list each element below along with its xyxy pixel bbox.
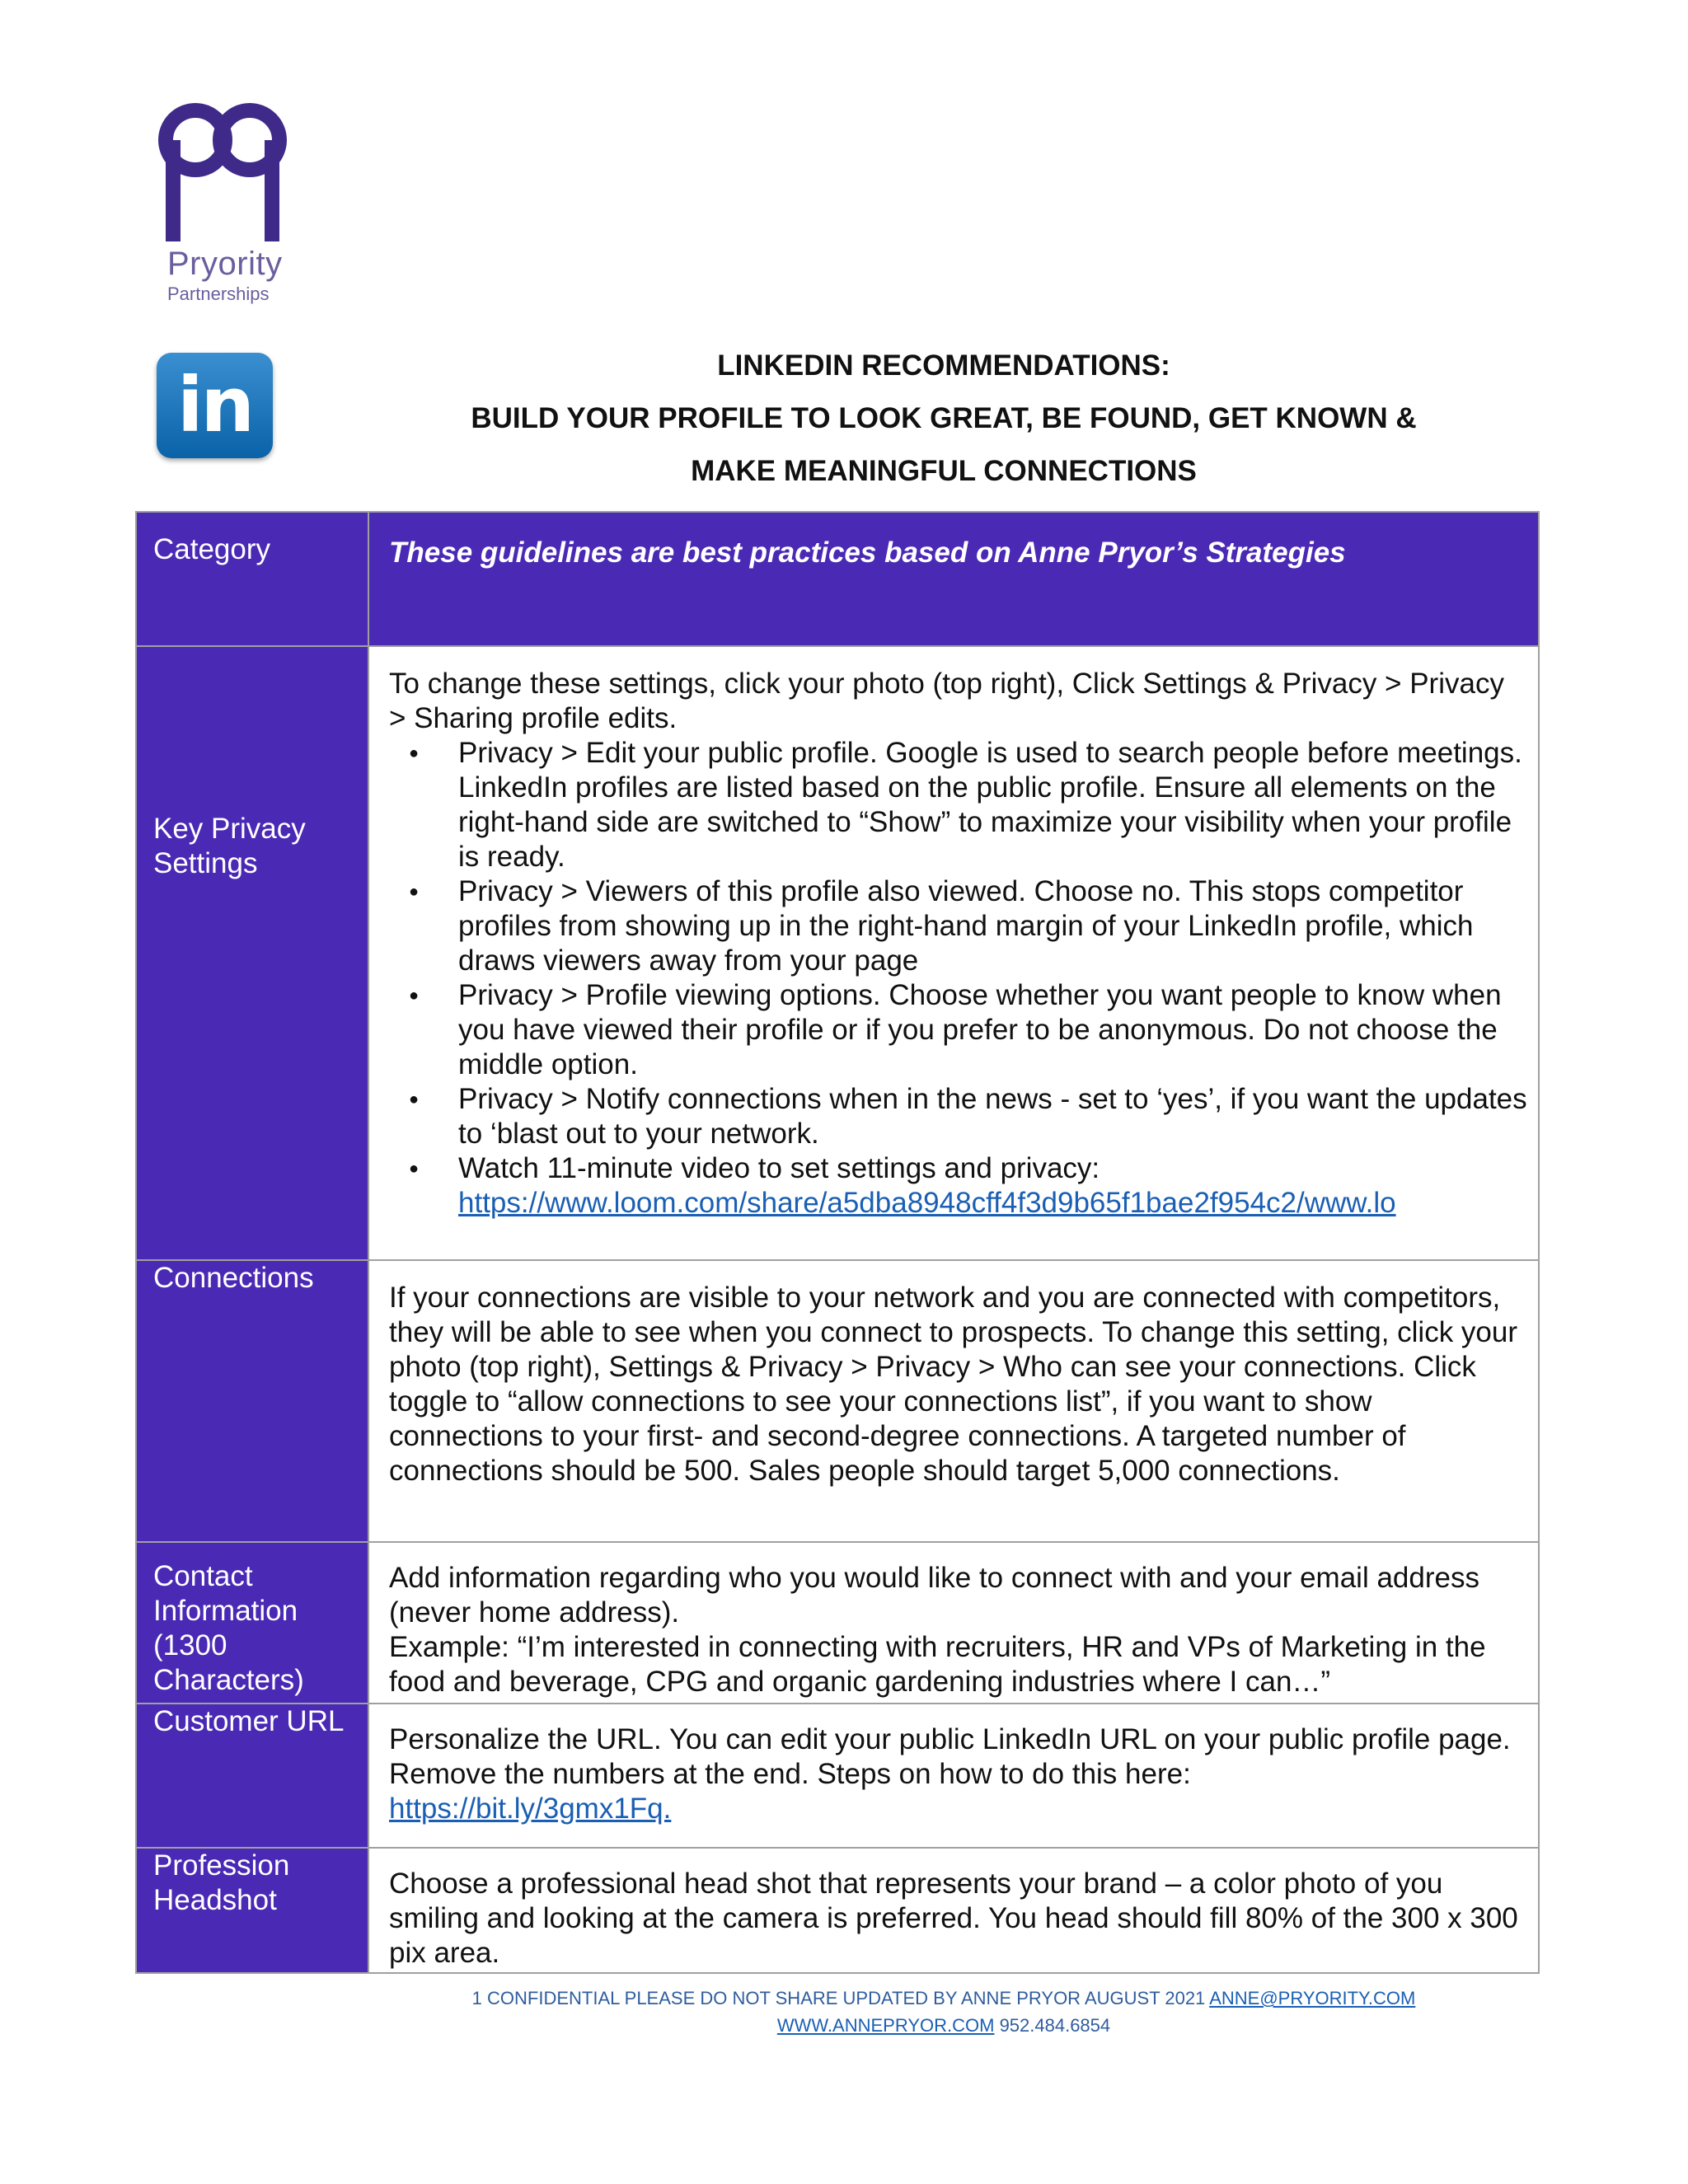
category-contact: Contact Information (1300 Characters) [136,1542,368,1704]
headshot-text: Choose a professional head shot that represents your brand – a color photo of you smiling and looking at the camera is preferred. You head should fill 80% of the 300 x 300 pix area. [368,1848,1539,1973]
privacy-bullet-list [389,736,1528,1221]
footer-website-link[interactable]: WWW.ANNEPRYOR.COM [776,2015,995,2036]
pryority-logo-mark [152,97,293,246]
category-connections: Connections [136,1260,368,1542]
header-category: Category [136,512,368,646]
header-description: These guidelines are best practices based on Anne Pryor’s Strategies [368,512,1539,646]
category-url: Customer URL [136,1704,368,1848]
privacy-content [368,646,1539,1260]
doc-title-line-2: BUILD YOUR PROFILE TO LOOK GREAT, BE FOUND, GET KNOWN & [471,402,1417,434]
table-row [136,1848,1539,1973]
privacy-intro: To change these settings, click your photo (top right), Click Settings & Privacy > Privacy > Sharing profile edits. [389,668,1504,734]
url-content [368,1704,1539,1848]
contact-text: Add information regarding who you would like to connect with and your email address (never home address). [389,1562,1479,1629]
url-text: Personalize the URL. You can edit your public LinkedIn URL on your public profile page. Remove the numbers at the end. Steps on how to do this here: [389,1723,1511,1790]
list-item: ● Privacy > Viewers of this profile also viewed. Choose no. This stops competitor profiles from showing up in the right-hand margin of your LinkedIn profile, which draws viewers away from your page [458,874,1528,978]
guidelines-table [135,511,1540,1974]
table-row [136,1542,1539,1704]
footer-text: 1 CONFIDENTIAL PLEASE DO NOT SHARE UPDATED BY ANNE PRYOR AUGUST 2021 [471,1988,1206,2008]
table-row [136,1704,1539,1848]
footer-line-2 [247,2015,1640,2036]
footer-email-link[interactable]: ANNE@PRYORITY.COM [1209,1988,1416,2008]
list-item: ● Privacy > Notify connections when in the news - set to ‘yes’, if you want the updates to ‘blast out to your network. [458,1082,1528,1151]
list-item [458,1151,1528,1221]
video-text: Watch 11-minute video to set settings and privacy: [458,1152,1100,1184]
bitly-link[interactable]: https://bit.ly/3gmx1Fq. [389,1793,672,1825]
doc-title-line-1: LINKEDIN RECOMMENDATIONS: [717,349,1170,382]
linkedin-icon: in [157,353,273,458]
contact-content [368,1542,1539,1704]
pryority-logo [152,97,293,312]
footer-line-1 [247,1988,1640,2009]
category-privacy: Key Privacy Settings [136,646,368,1260]
doc-title-line-3: MAKE MEANINGFUL CONNECTIONS [691,455,1197,487]
list-item: ● Privacy > Profile viewing options. Choose whether you want people to know when you have viewed their profile or if you prefer to be anonymous. Do not choose the middle option. [458,978,1528,1082]
logo-brand: Pryority [167,246,283,282]
logo-subtitle: Partnerships [167,284,270,304]
table-row [136,646,1539,1260]
table-header-row [136,512,1539,646]
footer-phone: 952.484.6854 [999,2015,1111,2036]
contact-example: Example: “I’m interested in connecting with recruiters, HR and VPs of Marketing in the food and beverage, CPG and organic gardening industries where I can…” [389,1631,1486,1698]
table-row [136,1260,1539,1542]
connections-text: If your connections are visible to your network and you are connected with competitors, they will be able to see when you connect to prospects. To change this setting, click your photo (top right), Settings & Privacy > Privacy > Who can see your connections. Click toggle to “allow connections to see your connections list”, if you want to show connections to your first- and second-degree connections. A targeted number of connections should be 500. Sales people should target 5,000 connections. [368,1260,1539,1542]
loom-video-link[interactable]: https://www.loom.com/share/a5dba8948cff4f3d9b65f1bae2f954c2/www.lo [458,1187,1396,1219]
category-headshot: Profession Headshot [136,1848,368,1973]
list-item: ● Privacy > Edit your public profile. Google is used to search people before meetings. LinkedIn profiles are listed based on the public profile. Ensure all elements on the right-hand side are switched to “Show” to maximize your visibility when your profile is ready. [458,736,1528,874]
